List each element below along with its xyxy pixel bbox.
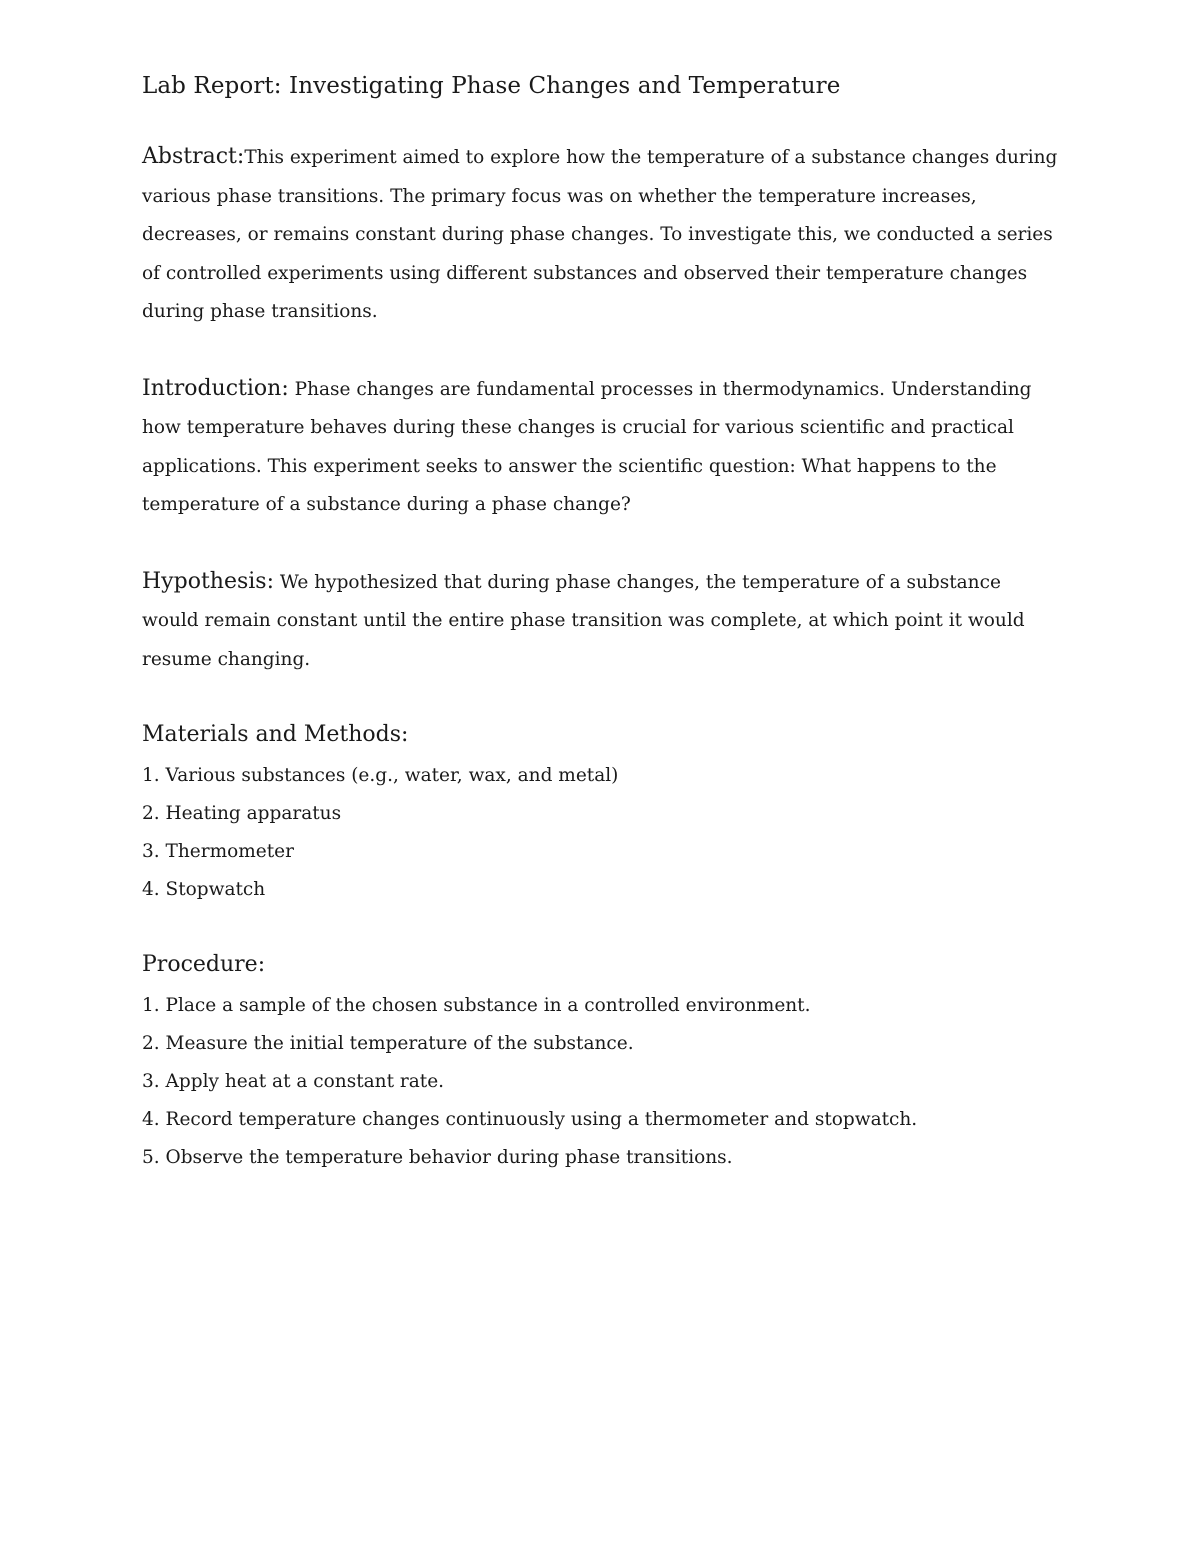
hypothesis-heading: Hypothesis: xyxy=(142,568,274,594)
procedure-item: 4. Record temperature changes continuously using a thermometer and stopwatch. xyxy=(142,1109,918,1130)
materials-list xyxy=(142,757,1062,909)
introduction-paragraph xyxy=(142,370,1062,525)
procedure-heading: Procedure: xyxy=(142,952,266,977)
document-content xyxy=(142,68,1062,1215)
page-title: Lab Report: Investigating Phase Changes and Temperature xyxy=(142,73,841,99)
procedure-item: 2. Measure the initial temperature of the substance. xyxy=(142,1033,634,1054)
materials-item: 4. Stopwatch xyxy=(142,879,266,900)
abstract-heading: Abstract: xyxy=(142,144,245,169)
hypothesis-section xyxy=(142,563,1062,680)
procedure-item: 5. Observe the temperature behavior during phase transitions. xyxy=(142,1147,733,1168)
abstract-text: This experiment aimed to explore how the temperature of a substance changes during various phase transitions. The primary focus was on whether the temperature increases, decreases, or remains constant during phase changes. To investigate this, we conducted a series of controlled experiments using different substances and observed their temperature changes during phase transitions. xyxy=(142,147,1058,322)
procedure-item: 3. Apply heat at a constant rate. xyxy=(142,1071,445,1092)
materials-section xyxy=(142,717,1062,909)
materials-item: 1. Various substances (e.g., water, wax, and metal) xyxy=(142,765,619,786)
abstract-section xyxy=(142,138,1062,332)
hypothesis-text: We hypothesized that during phase changes, the temperature of a substance would remain constant until the entire phase transition was complete, at which point it would resume changing. xyxy=(142,571,1025,670)
materials-item: 3. Thermometer xyxy=(142,841,294,862)
procedure-section xyxy=(142,947,1062,1177)
materials-heading: Materials and Methods: xyxy=(142,722,409,747)
introduction-text: Phase changes are fundamental processes in thermodynamics. Understanding how temperature behaves during these changes is crucial for various scientific and practical applications. This experiment seeks to answer the scientific question: What happens to the temperature of a substance during a phase change? xyxy=(142,378,1032,515)
hypothesis-paragraph xyxy=(142,563,1062,680)
introduction-heading: Introduction: xyxy=(142,375,289,401)
introduction-section xyxy=(142,370,1062,525)
materials-item: 2. Heating apparatus xyxy=(142,803,342,824)
abstract-paragraph xyxy=(142,138,1062,332)
procedure-list xyxy=(142,987,1062,1177)
procedure-item: 1. Place a sample of the chosen substance in a controlled environment. xyxy=(142,995,811,1016)
